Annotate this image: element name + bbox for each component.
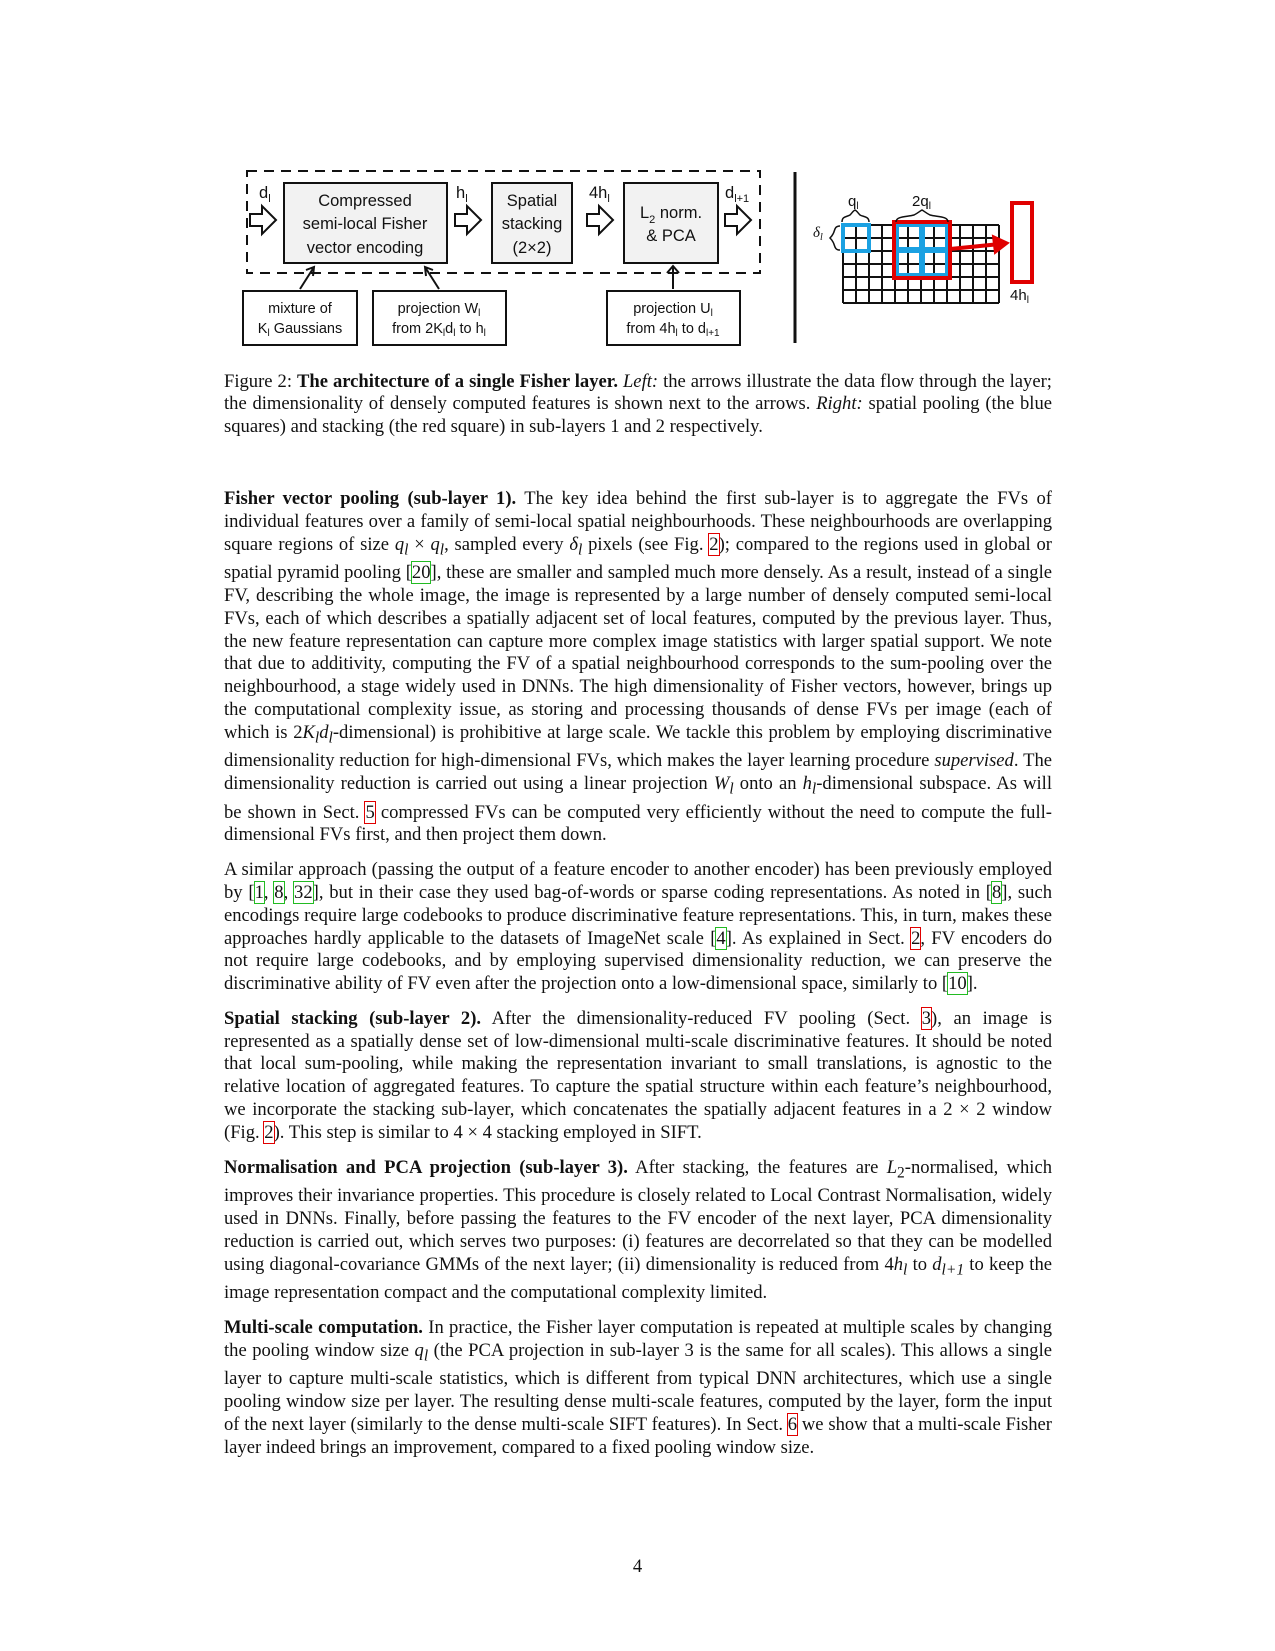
fisher-box-line2: semi-local Fisher bbox=[302, 215, 428, 233]
paragraph-fisher-vector-pooling: Fisher vector pooling (sub-layer 1). The key idea behind the first sub-layer is to aggregate the FVs of individual features over a family of semi-local spatial neighbourhoods. These neighbourhoods are overlapping square regions of size $q_l \times q_l$, sampled every $\delta_l$ pixels (see Fig. 2); compared to the regions used in global or spatial pyramid pooling [20], these are smaller and sampled much more densely. As a result, instead of a single FV, describing the whole image, the image is represented by a large number of densely computed semi-local FVs, each of which describes a spatially adjacent set of local features, computed by the previous layer. Thus, the new feature representation can capture more complex image statistics with larger spatial support. We note that due to additivity, computing the FV of a spatial neighbourhood corresponds to the sum-pooling over the neighbourhood, a stage widely used in DNNs. The high dimensionality of Fisher vectors, however, brings up the computational complexity issue, as storing and processing thousands of dense FVs per image (each of which is $2K_ld_l-dimensional$) is prohibitive at large scale. We tackle this problem by employing discriminative dimensionality reduction for high-dimensional FVs, which makes the layer learning procedure supervised. The dimensionality reduction is carried out using a linear projection $W_l$ onto an $h_l$-dimensional subspace. As will be shown in Sect. 5 compressed FVs can be computed very efficiently without the need to compute the full-dimensional FVs first, and then project them down. bbox=[224, 488, 1053, 846]
citation-link[interactable]: 8 bbox=[274, 881, 284, 903]
citation-link[interactable]: 8 bbox=[991, 881, 1002, 903]
section-heading-sublayer-2: Spatial stacking (sub-layer 2). bbox=[224, 1007, 482, 1029]
gmm-param-line1: mixture of bbox=[268, 301, 332, 317]
fig-ref[interactable]: 2 bbox=[709, 533, 719, 555]
fisher-box-line3: vector encoding bbox=[306, 239, 424, 257]
caption-title: The architecture of a single Fisher layer. bbox=[296, 371, 618, 392]
citation-link[interactable]: 4 bbox=[716, 927, 726, 949]
citation-link[interactable]: 1 bbox=[254, 881, 264, 903]
dim-label-d-in: $d_l$ bbox=[259, 184, 271, 205]
section-heading-multi-scale: Multi-scale computation. bbox=[224, 1316, 423, 1338]
stacked-feature-vector bbox=[1012, 203, 1032, 282]
param-arrow-icon bbox=[667, 266, 679, 289]
body-text bbox=[224, 488, 1052, 1471]
caption-right-text: spatial pooling (the blue squares) and stacking (the red square) in sub-layers 1 and 2 respectively. bbox=[224, 393, 1053, 437]
flow-arrow-icon bbox=[455, 206, 481, 234]
paragraph-normalisation-pca: Normalisation and PCA projection (sub-layer 3). After stacking, the features are $L_2$-normalised, which improves their invariance properties. This procedure is closely related to Local Contrast Normalisation, widely used in DNNs. Finally, before passing the features to the FV encoder of the next layer, PCA dimensionality reduction is carried out, which serves two purposes: (i) features are decorrelated so that they can be modelled using diagonal-covariance GMMs of the next layer; (ii) dimensionality is reduced from $4h_l$ to $d_{l+1}$ to keep the image representation compact and the computational complexity limited. bbox=[224, 1156, 1052, 1304]
figure-caption bbox=[224, 371, 1052, 438]
section-heading-sublayer-1: Fisher vector pooling (sub-layer 1). bbox=[224, 488, 517, 509]
citation-link[interactable]: 10 bbox=[948, 973, 967, 995]
page-number: 4 bbox=[632, 1556, 643, 1577]
label-2q: $2q_l$ bbox=[912, 193, 931, 212]
stacking-box-line3: (2×2) bbox=[512, 239, 552, 257]
dim-label-d-out: $d_{l+1}$ bbox=[725, 184, 750, 205]
l2-pca-line2: & PCA bbox=[646, 227, 696, 245]
dim-label-h: $h_l$ bbox=[456, 184, 468, 205]
gmm-param-line2: $K_l$ Gaussians bbox=[257, 321, 343, 339]
caption-right-word: Right: bbox=[816, 393, 863, 415]
caption-label: Figure 2: bbox=[224, 371, 292, 392]
section-heading-sublayer-3: Normalisation and PCA projection (sub-layer 3). bbox=[224, 1156, 628, 1178]
flow-arrow-icon bbox=[250, 206, 276, 234]
citation-link[interactable]: 20 bbox=[411, 562, 431, 584]
paragraph-similar-approach: A similar approach (passing the output of a feature encoder to another encoder) has been previously employed by [1, 8, 32], but in their case they used bag-of-words or sparse coding representations. As noted in [8], such encodings require large codebooks to produce discriminative feature representations. This, in turn, makes these approaches hardly applicable to the datasets of ImageNet scale [4]. As explained in Sect. 2, FV encoders do not require large codebooks, and by employing supervised dimensionality reduction, we can preserve the discriminative ability of FV even after the projection onto a low-dimensional space, similarly to [10]. bbox=[224, 859, 1052, 995]
section-ref[interactable]: 5 bbox=[365, 801, 375, 823]
fig-ref[interactable]: 2 bbox=[264, 1121, 274, 1143]
figure-2 bbox=[0, 0, 1275, 360]
paragraph-spatial-stacking: Spatial stacking (sub-layer 2). After the dimensionality-reduced FV pooling (Sect. 3), an image is represented as a spatially dense set of low-dimensional multi-scale discriminative features. It should be noted that local sum-pooling, while making the representation invariant to small translations, is agnostic to the relative location of aggregated features. To capture the spatial structure within each feature’s neighbourhood, we incorporate the stacking sub-layer, which concatenates the spatially adjacent features in a 2 × 2 window (Fig. 2). This step is similar to 4 × 4 stacking employed in SIFT. bbox=[224, 1007, 1052, 1143]
projection-w-line1: projection $W_l$ bbox=[397, 301, 481, 319]
fisher-box-line1: Compressed bbox=[318, 192, 412, 210]
paragraph-multi-scale: Multi-scale computation. In practice, the Fisher layer computation is repeated at multiple scales by changing the pooling window size $q_l$ (the PCA projection in sub-layer 3 is the same for all scales). This allows a single layer to capture multi-scale statistics, which is different from typical DNN architectures, which use a single pooling window size per layer. The resulting dense multi-scale features, computed by the layer, form the input of the next layer (similarly to the dense multi-scale SIFT features). In Sect. 6 we show that a multi-scale Fisher layer indeed brings an improvement, compared to a fixed pooling window size. bbox=[224, 1316, 1052, 1458]
stacking-arrowhead-icon bbox=[993, 236, 1008, 253]
l2-pca-box bbox=[624, 183, 718, 263]
l2-pca-line1: $L_2$ norm. bbox=[639, 204, 703, 226]
flow-arrow-icon bbox=[587, 206, 613, 234]
param-arrows bbox=[300, 266, 679, 289]
param-arrow-icon bbox=[425, 267, 439, 289]
stacking-box-line2: stacking bbox=[501, 215, 563, 233]
label-delta: $\delta_l$ bbox=[813, 225, 823, 243]
param-arrow-icon bbox=[300, 267, 314, 289]
flow-arrow-icon bbox=[725, 206, 751, 234]
dim-label-4h: $4h_l$ bbox=[589, 184, 610, 205]
projection-w-line2: from $2K_ld_l$ to $h_l$ bbox=[392, 321, 486, 339]
projection-u-line2: from $4h_l$ to $d_{l+1}$ bbox=[626, 321, 720, 339]
citation-link[interactable]: 32 bbox=[294, 881, 313, 903]
section-ref[interactable]: 3 bbox=[921, 1007, 932, 1029]
label-q: $q_l$ bbox=[848, 193, 859, 212]
label-4h: $4h_l$ bbox=[1010, 287, 1029, 306]
delta-brace-icon bbox=[830, 226, 840, 250]
section-ref[interactable]: 6 bbox=[787, 1413, 798, 1435]
caption-left-word: Left: bbox=[622, 371, 659, 392]
stacking-arrow-icon bbox=[950, 244, 1000, 249]
projection-u-line1: projection $U_l$ bbox=[633, 301, 713, 319]
section-ref[interactable]: 2 bbox=[911, 927, 921, 949]
caption-left-text: the arrows illustrate the data flow through the layer; the dimensionality of densely computed features is shown next to the arrows. bbox=[224, 371, 1052, 415]
stacking-box-line1: Spatial bbox=[506, 192, 558, 210]
